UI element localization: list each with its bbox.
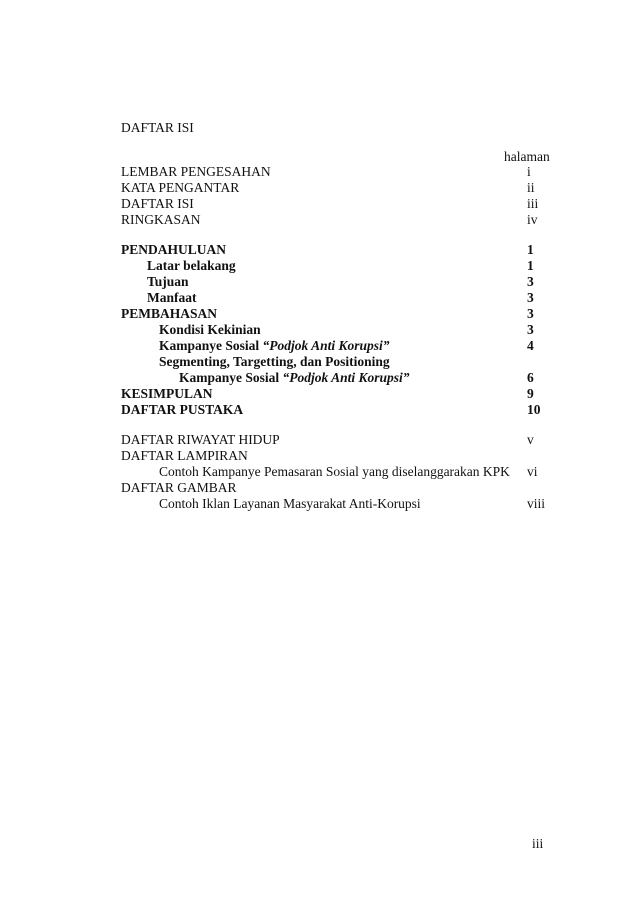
- toc-entry-label: [159, 338, 390, 354]
- toc-entry-label: Kondisi Kekinian: [159, 322, 261, 337]
- toc-entry-lembar-pengesahan: [121, 164, 551, 180]
- page-column-header: halaman: [504, 149, 550, 164]
- toc-entry-label: DAFTAR RIWAYAT HIDUP: [121, 432, 280, 447]
- toc-entry-daftar-lampiran: [121, 448, 551, 464]
- toc-entry-ringkasan: [121, 212, 551, 228]
- toc-entry-label: DAFTAR ISI: [121, 196, 194, 211]
- toc-entry-latar-belakang: [121, 258, 551, 274]
- toc-entry-kesimpulan: [121, 386, 551, 402]
- toc-entry-label: LEMBAR PENGESAHAN: [121, 164, 271, 179]
- toc-entry-page: 10: [527, 402, 541, 417]
- toc-entry-page: 3: [527, 306, 534, 321]
- toc-entry-label: PEMBAHASAN: [121, 306, 218, 321]
- toc-entry-page: i: [527, 164, 531, 179]
- toc-entry-page: vi: [527, 464, 538, 479]
- toc-entry-label: KESIMPULAN: [121, 386, 213, 401]
- section-gap: [121, 228, 551, 242]
- toc-entry-label-italic: “Podjok Anti Korupsi”: [282, 370, 410, 385]
- toc-entry-segmenting: [121, 354, 551, 370]
- toc-entry-label: RINGKASAN: [121, 212, 201, 227]
- toc-entry-gambar-item: [121, 496, 551, 512]
- toc-entry-label: Tujuan: [147, 274, 189, 289]
- toc-entry-page: iii: [527, 196, 539, 211]
- toc-entry-page: 3: [527, 290, 534, 305]
- toc-entry-label-text: Kampanye Sosial: [159, 338, 263, 353]
- toc-entry-label: DAFTAR GAMBAR: [121, 480, 237, 495]
- toc-entry-label: PENDAHULUAN: [121, 242, 227, 257]
- toc-entry-page: viii: [527, 496, 546, 511]
- toc-entry-daftar-pustaka: [121, 402, 551, 418]
- toc-entry-label: Latar belakang: [147, 258, 236, 273]
- toc-entry-page: 4: [527, 338, 534, 353]
- toc-entry-page: 6: [527, 370, 534, 385]
- toc-entry-label: DAFTAR LAMPIRAN: [121, 448, 248, 463]
- toc-entry-label-text: Kampanye Sosial: [179, 370, 283, 385]
- toc-entry-page: ii: [527, 180, 535, 195]
- toc-entry-page: 9: [527, 386, 534, 401]
- toc-entry-page: iv: [527, 212, 538, 227]
- toc-entry-manfaat: [121, 290, 551, 306]
- toc-entry-kondisi-kekinian: [121, 322, 551, 338]
- toc-entry-page: 3: [527, 274, 534, 289]
- toc-entry-label: Segmenting, Targetting, dan Positioning: [159, 354, 390, 369]
- toc-entry-label: [179, 370, 410, 386]
- toc-entry-lampiran-item: [121, 464, 551, 480]
- page-number: iii: [532, 836, 544, 851]
- toc-entry-label: Contoh Iklan Layanan Masyarakat Anti-Korupsi: [159, 496, 421, 511]
- toc-entry-riwayat-hidup: [121, 432, 551, 448]
- toc-entry-tujuan: [121, 274, 551, 290]
- toc-entry-label: Manfaat: [147, 290, 197, 305]
- page-title: DAFTAR ISI: [121, 120, 194, 135]
- toc-entry-label: Contoh Kampanye Pemasaran Sosial yang diselanggarakan KPK: [159, 464, 510, 479]
- toc-entry-kampanye-sosial: [121, 338, 551, 354]
- toc-entry-pendahuluan: [121, 242, 551, 258]
- toc-entry-label: KATA PENGANTAR: [121, 180, 240, 195]
- section-gap: [121, 418, 551, 432]
- table-of-contents: [121, 164, 551, 512]
- toc-entry-page: 3: [527, 322, 534, 337]
- toc-entry-page: 1: [527, 258, 534, 273]
- toc-entry-kampanye-sosial-positioning: [121, 370, 551, 386]
- toc-entry-pembahasan: [121, 306, 551, 322]
- toc-entry-label: DAFTAR PUSTAKA: [121, 402, 244, 417]
- toc-entry-label-italic: “Podjok Anti Korupsi”: [262, 338, 390, 353]
- toc-entry-daftar-isi: [121, 196, 551, 212]
- toc-entry-kata-pengantar: [121, 180, 551, 196]
- toc-entry-page: 1: [527, 242, 534, 257]
- toc-entry-daftar-gambar: [121, 480, 551, 496]
- toc-entry-page: v: [527, 432, 534, 447]
